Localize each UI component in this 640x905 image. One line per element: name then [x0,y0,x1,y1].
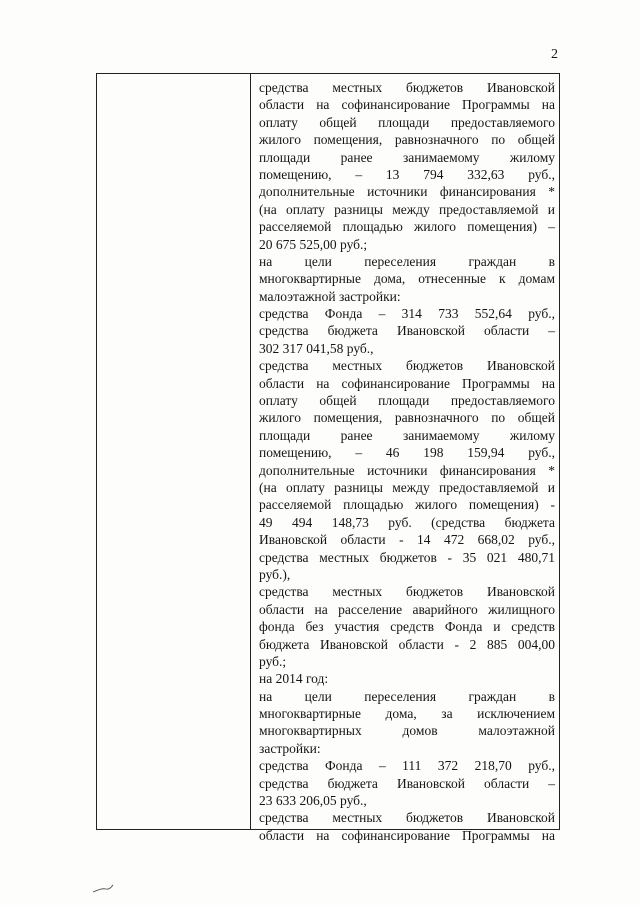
text-line: 49 494 148,73 руб. (средства бюджета [259,514,555,530]
funding-text [259,79,555,844]
text-line: оплату общей площади предоставляемого [259,114,555,130]
text-line: застройки: [259,740,321,756]
table-left-cell [97,74,251,829]
text-line: расселяемой площадью жилого помещения) - [259,497,555,513]
text-line: области на софинансирование Программы на [259,375,555,391]
text-line: средства местных бюджетов Ивановской [259,80,555,95]
text-line: средства местных бюджетов Ивановской [259,358,555,374]
text-line: многоквартирных домов малоэтажной [259,723,555,739]
text-line: руб.; [259,653,287,669]
text-line: помещению, – 46 198 159,94 руб., [259,445,555,461]
text-line: средства бюджета Ивановской области – [259,775,555,791]
text-line: области на расселение аварийного жилищного [259,601,555,617]
text-line: бюджета Ивановской области - 2 885 004,00 [259,636,555,652]
text-line: 23 633 206,05 руб., [259,793,367,809]
text-line: средства Фонда – 111 372 218,70 руб., [259,758,555,774]
text-line: Ивановской области - 14 472 668,02 руб., [259,532,555,548]
text-line: многоквартирные дома, за исключением [259,706,555,722]
text-line: площади ранее занимаемому жилому [259,427,555,443]
text-line: фонда без участия средств Фонда и средств [259,619,555,635]
text-line: на цели переселения граждан в [259,253,555,269]
text-line: области на софинансирование Программы на [259,827,555,843]
text-line: (на оплату разницы между предоставляемой и [259,479,555,495]
text-line: (на оплату разницы между предоставляемой и [259,201,555,217]
document-table [96,73,560,843]
text-line: жилого помещения, равнозначного по общей [259,132,555,148]
pen-mark-icon [92,884,114,894]
text-line: 302 317 041,58 руб., [259,340,374,356]
text-line: расселяемой площадью жилого помещения) – [259,219,555,235]
text-line: многоквартирные дома, отнесенные к домам [259,271,555,287]
text-line: руб.), [259,566,291,582]
text-line: на цели переселения граждан в [259,688,555,704]
text-line: 20 675 525,00 руб.; [259,236,368,252]
text-line: средства местных бюджетов Ивановской [259,810,555,826]
table-right-cell [251,74,559,843]
text-line: помещению, – 13 794 332,63 руб., [259,166,555,182]
text-line: площади ранее занимаемому жилому [259,149,555,165]
text-line: дополнительные источники финансирования * [259,184,555,200]
page-number: 2 [551,47,558,62]
text-line: на 2014 год: [259,671,329,687]
text-line: средства местных бюджетов Ивановской [259,584,555,600]
text-line: жилого помещения, равнозначного по общей [259,410,555,426]
text-line: малоэтажной застройки: [259,288,401,304]
text-line: средства Фонда – 314 733 552,64 руб., [259,306,555,322]
text-line: средства местных бюджетов - 35 021 480,71 [259,549,555,565]
text-line: дополнительные источники финансирования * [259,462,555,478]
text-line: области на софинансирование Программы на [259,97,555,113]
text-line: оплату общей площади предоставляемого [259,393,555,409]
text-line: средства бюджета Ивановской области – [259,323,555,339]
